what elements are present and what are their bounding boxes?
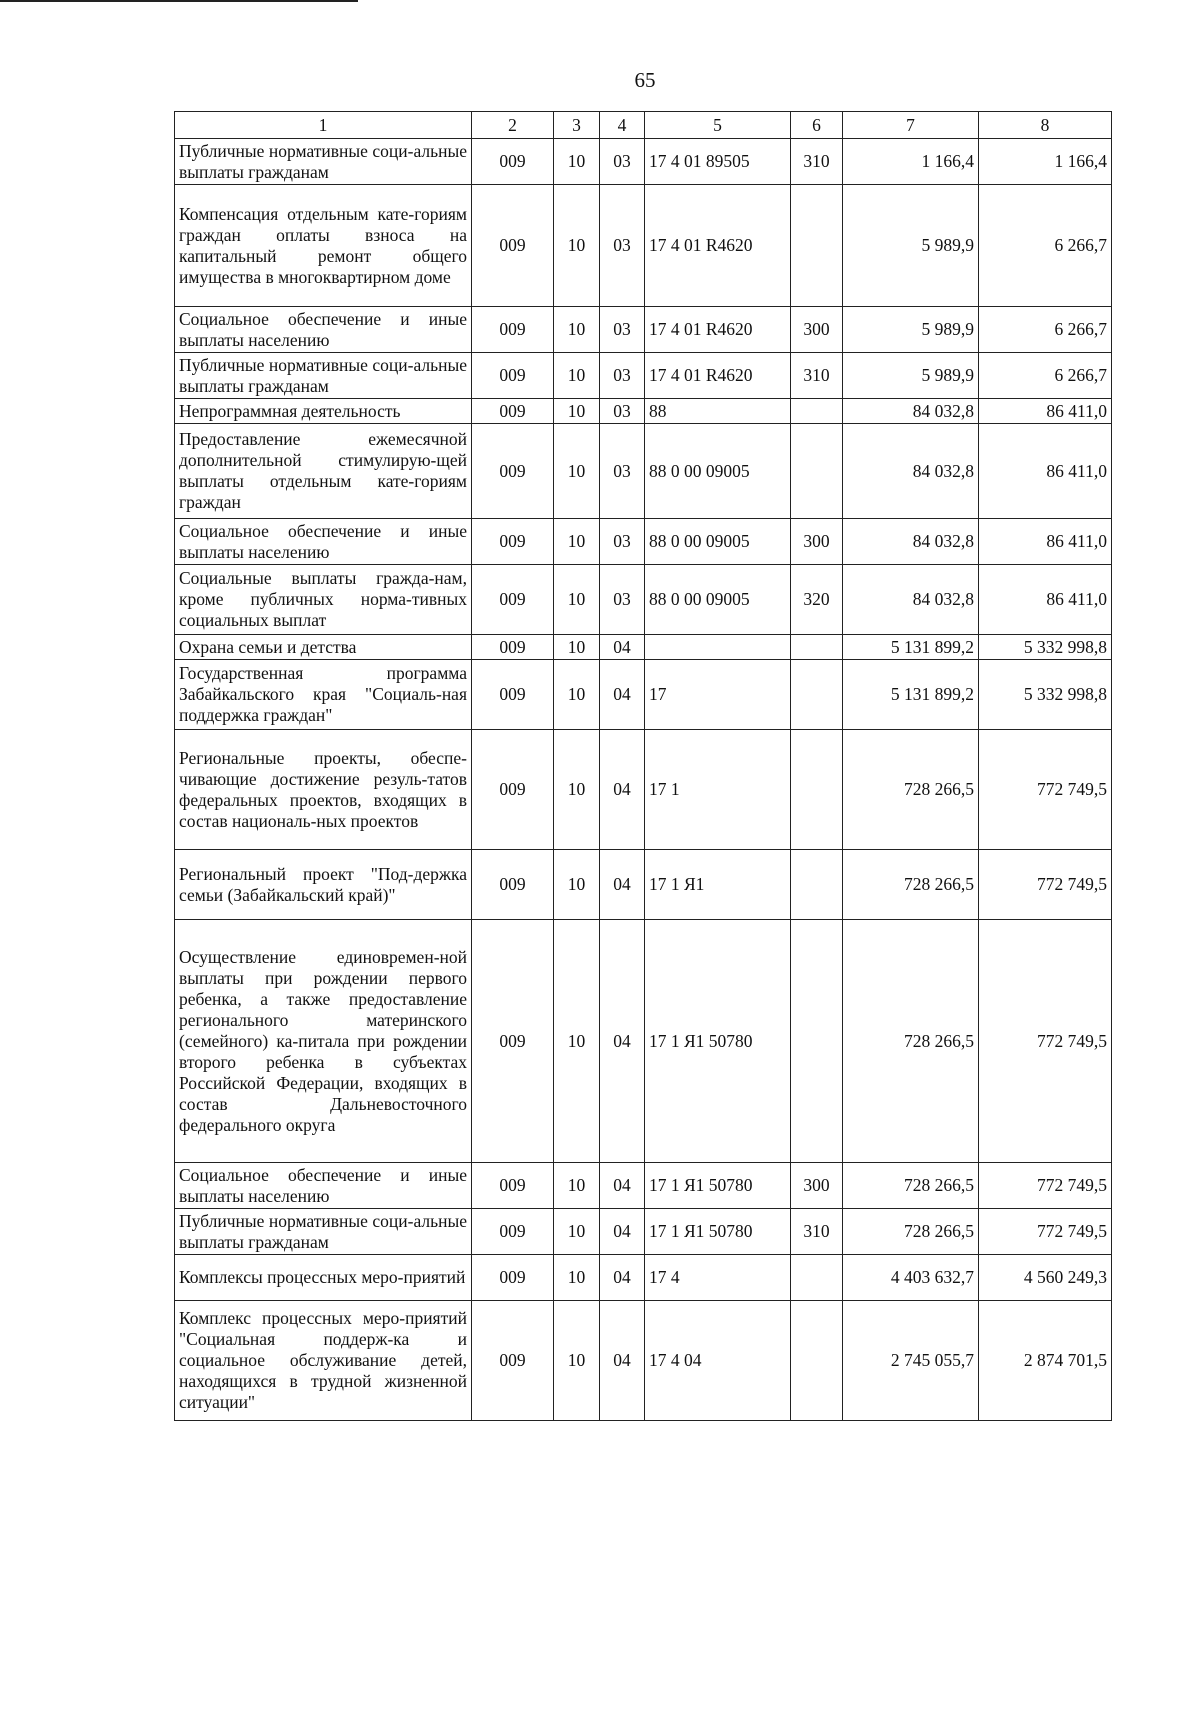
cell-section: 10 [554,185,600,307]
cell-section: 10 [554,635,600,660]
table-row [175,399,1112,424]
cell-amount-year2: 772 749,5 [979,1209,1112,1255]
cell-section: 10 [554,399,600,424]
cell-target-article [645,635,791,660]
row-name: Социальное обеспечение и иные выплаты населению [175,1163,472,1209]
cell-target-article: 17 4 01 R4620 [645,307,791,353]
table-row [175,185,1112,307]
cell-ministry-code: 009 [472,424,554,519]
cell-ministry-code: 009 [472,519,554,565]
cell-expense-type [791,730,843,850]
cell-expense-type [791,660,843,730]
cell-amount-year1: 5 989,9 [843,353,979,399]
cell-target-article: 17 1 Я1 50780 [645,920,791,1163]
cell-subsection: 03 [600,565,645,635]
cell-section: 10 [554,1301,600,1421]
cell-target-article: 17 [645,660,791,730]
column-header: 7 [843,112,979,139]
column-header: 1 [175,112,472,139]
cell-subsection: 03 [600,399,645,424]
cell-amount-year2: 6 266,7 [979,353,1112,399]
cell-subsection: 04 [600,1301,645,1421]
cell-amount-year2: 86 411,0 [979,399,1112,424]
cell-expense-type [791,1255,843,1301]
cell-amount-year1: 728 266,5 [843,920,979,1163]
cell-subsection: 04 [600,1255,645,1301]
cell-amount-year2: 772 749,5 [979,1163,1112,1209]
cell-ministry-code: 009 [472,399,554,424]
cell-section: 10 [554,1163,600,1209]
cell-target-article: 17 1 Я1 50780 [645,1163,791,1209]
cell-target-article: 88 [645,399,791,424]
cell-amount-year1: 84 032,8 [843,424,979,519]
cell-target-article: 17 1 Я1 [645,850,791,920]
cell-ministry-code: 009 [472,307,554,353]
scan-edge-line [0,0,358,2]
cell-target-article: 88 0 00 09005 [645,424,791,519]
cell-amount-year2: 4 560 249,3 [979,1255,1112,1301]
column-header: 2 [472,112,554,139]
cell-subsection: 03 [600,139,645,185]
cell-ministry-code: 009 [472,635,554,660]
cell-amount-year2: 772 749,5 [979,730,1112,850]
cell-expense-type [791,185,843,307]
cell-subsection: 04 [600,635,645,660]
cell-amount-year1: 84 032,8 [843,399,979,424]
cell-subsection: 03 [600,307,645,353]
cell-amount-year1: 5 989,9 [843,307,979,353]
table-row [175,1301,1112,1421]
cell-section: 10 [554,519,600,565]
table-row [175,1255,1112,1301]
cell-amount-year1: 728 266,5 [843,1209,979,1255]
row-name: Региональные проекты, обеспе-чивающие достижение резуль-татов федеральных проектов, входящих в состав националь-ных проектов [175,730,472,850]
cell-amount-year1: 728 266,5 [843,730,979,850]
cell-section: 10 [554,565,600,635]
cell-expense-type: 300 [791,1163,843,1209]
cell-target-article: 88 0 00 09005 [645,519,791,565]
cell-expense-type [791,1301,843,1421]
cell-section: 10 [554,424,600,519]
row-name: Социальное обеспечение и иные выплаты населению [175,519,472,565]
table-row [175,307,1112,353]
cell-section: 10 [554,730,600,850]
table-row [175,353,1112,399]
table-row [175,660,1112,730]
cell-amount-year2: 86 411,0 [979,565,1112,635]
table-row [175,519,1112,565]
cell-section: 10 [554,139,600,185]
cell-amount-year2: 5 332 998,8 [979,660,1112,730]
cell-amount-year1: 4 403 632,7 [843,1255,979,1301]
column-header: 8 [979,112,1112,139]
cell-amount-year1: 5 131 899,2 [843,635,979,660]
row-name: Публичные нормативные соци-альные выплаты гражданам [175,1209,472,1255]
cell-expense-type: 310 [791,1209,843,1255]
cell-amount-year1: 84 032,8 [843,565,979,635]
cell-ministry-code: 009 [472,1209,554,1255]
row-name: Охрана семьи и детства [175,635,472,660]
cell-expense-type [791,850,843,920]
cell-expense-type: 320 [791,565,843,635]
cell-section: 10 [554,660,600,730]
cell-section: 10 [554,307,600,353]
row-name: Предоставление ежемесячной дополнительной стимулирую-щей выплаты отдельным кате-гориям граждан [175,424,472,519]
cell-amount-year2: 86 411,0 [979,519,1112,565]
cell-target-article: 17 4 04 [645,1301,791,1421]
table-row [175,565,1112,635]
cell-amount-year2: 5 332 998,8 [979,635,1112,660]
cell-ministry-code: 009 [472,730,554,850]
cell-ministry-code: 009 [472,565,554,635]
table-row [175,139,1112,185]
cell-target-article: 17 4 01 R4620 [645,353,791,399]
cell-expense-type: 300 [791,519,843,565]
cell-target-article: 17 1 Я1 50780 [645,1209,791,1255]
cell-subsection: 04 [600,1163,645,1209]
cell-ministry-code: 009 [472,1301,554,1421]
cell-ministry-code: 009 [472,920,554,1163]
cell-target-article: 17 4 01 89505 [645,139,791,185]
cell-ministry-code: 009 [472,353,554,399]
cell-amount-year1: 84 032,8 [843,519,979,565]
cell-ministry-code: 009 [472,185,554,307]
cell-subsection: 03 [600,353,645,399]
cell-subsection: 04 [600,730,645,850]
cell-amount-year1: 1 166,4 [843,139,979,185]
row-name: Региональный проект "Под-держка семьи (Забайкальский край)" [175,850,472,920]
cell-subsection: 04 [600,1209,645,1255]
cell-amount-year1: 5 131 899,2 [843,660,979,730]
cell-ministry-code: 009 [472,139,554,185]
cell-ministry-code: 009 [472,1163,554,1209]
row-name: Комплекс процессных меро-приятий "Социальная поддерж-ка и социальное обслуживание детей, находящихся в трудной жизненной ситуации" [175,1301,472,1421]
cell-amount-year1: 728 266,5 [843,1163,979,1209]
cell-amount-year1: 2 745 055,7 [843,1301,979,1421]
page-number: 65 [634,68,656,92]
cell-expense-type [791,920,843,1163]
cell-expense-type: 310 [791,139,843,185]
cell-subsection: 03 [600,185,645,307]
cell-expense-type: 300 [791,307,843,353]
cell-section: 10 [554,920,600,1163]
row-name: Публичные нормативные соци-альные выплаты гражданам [175,139,472,185]
table-row [175,635,1112,660]
cell-target-article: 17 4 [645,1255,791,1301]
cell-section: 10 [554,850,600,920]
cell-expense-type [791,399,843,424]
table-row [175,850,1112,920]
cell-expense-type [791,635,843,660]
budget-table [174,111,1112,1421]
cell-amount-year1: 728 266,5 [843,850,979,920]
cell-ministry-code: 009 [472,850,554,920]
row-name: Компенсация отдельным кате-гориям граждан оплаты взноса на капитальный ремонт общего имущества в многоквартирном доме [175,185,472,307]
cell-subsection: 04 [600,920,645,1163]
cell-amount-year1: 5 989,9 [843,185,979,307]
cell-amount-year2: 6 266,7 [979,307,1112,353]
cell-subsection: 03 [600,424,645,519]
cell-subsection: 04 [600,850,645,920]
cell-ministry-code: 009 [472,660,554,730]
row-name: Публичные нормативные соци-альные выплаты гражданам [175,353,472,399]
table-row [175,1209,1112,1255]
column-header: 3 [554,112,600,139]
cell-amount-year2: 6 266,7 [979,185,1112,307]
column-header: 5 [645,112,791,139]
cell-expense-type [791,424,843,519]
row-name: Социальные выплаты гражда-нам, кроме публичных норма-тивных социальных выплат [175,565,472,635]
row-name: Комплексы процессных меро-приятий [175,1255,472,1301]
cell-target-article: 17 1 [645,730,791,850]
row-name: Социальное обеспечение и иные выплаты населению [175,307,472,353]
column-header: 6 [791,112,843,139]
table-row [175,1163,1112,1209]
row-name: Осуществление единовремен-ной выплаты при рождении первого ребенка, а также предоставление регионального материнского (семейного) ка-питала при рождении второго ребенка в субъектах Российской Федерации, входящих в состав Дальневосточного федерального округа [175,920,472,1163]
cell-target-article: 17 4 01 R4620 [645,185,791,307]
cell-target-article: 88 0 00 09005 [645,565,791,635]
cell-section: 10 [554,1209,600,1255]
cell-subsection: 03 [600,519,645,565]
cell-amount-year2: 1 166,4 [979,139,1112,185]
table-row [175,730,1112,850]
cell-amount-year2: 2 874 701,5 [979,1301,1112,1421]
cell-expense-type: 310 [791,353,843,399]
row-name: Непрограммная деятельность [175,399,472,424]
cell-section: 10 [554,1255,600,1301]
cell-subsection: 04 [600,660,645,730]
row-name: Государственная программа Забайкальского края "Социаль-ная поддержка граждан" [175,660,472,730]
cell-amount-year2: 772 749,5 [979,850,1112,920]
table-row [175,424,1112,519]
cell-section: 10 [554,353,600,399]
cell-ministry-code: 009 [472,1255,554,1301]
column-header: 4 [600,112,645,139]
cell-amount-year2: 772 749,5 [979,920,1112,1163]
cell-amount-year2: 86 411,0 [979,424,1112,519]
table-row [175,920,1112,1163]
table-header-row [175,112,1112,139]
